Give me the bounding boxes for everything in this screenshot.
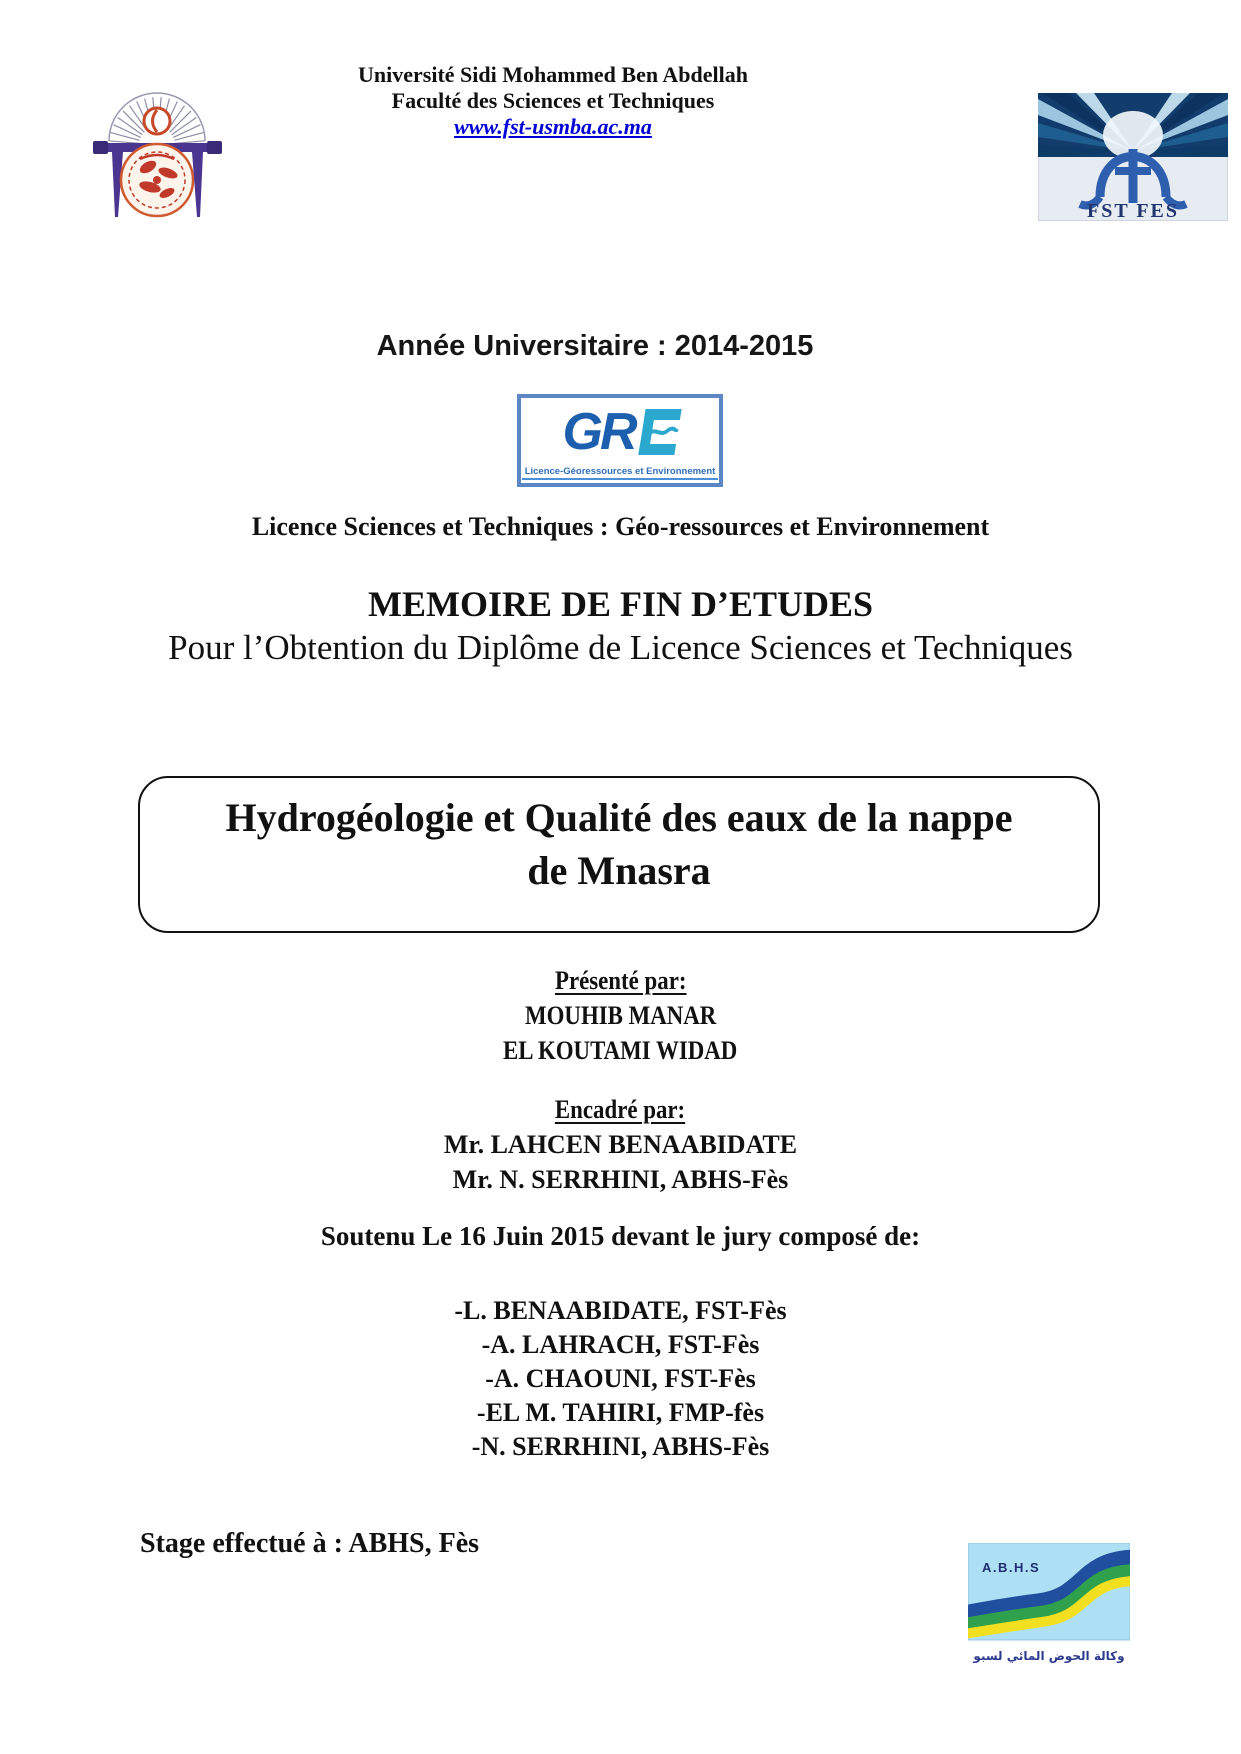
- memoire-title: MEMOIRE DE FIN D’ETUDES: [367, 584, 874, 624]
- wave-icon: [646, 425, 678, 439]
- thesis-title-line2: de Mnasra: [527, 848, 711, 893]
- abhs-logo: [968, 1543, 1130, 1668]
- website-link[interactable]: www.fst-usmba.ac.ma: [454, 114, 652, 139]
- presented-by-block: [0, 963, 1241, 1068]
- supervisor-name: Mr. N. SERRHINI, ABHS-Fès: [452, 1165, 789, 1194]
- header-text-block: [273, 62, 833, 140]
- jury-member: -A. CHAOUNI, FST-Fès: [485, 1364, 756, 1393]
- presenter-name: EL KOUTAMI WIDAD: [503, 1036, 738, 1065]
- jury-list: [0, 1294, 1241, 1464]
- abhs-logo-text: A.B.H.S: [982, 1560, 1041, 1575]
- gre-logo-letters: [563, 398, 678, 466]
- jury-member: -N. SERRHINI, ABHS-Fès: [471, 1432, 770, 1461]
- jury-member: -L. BENAABIDATE, FST-Fès: [454, 1296, 787, 1325]
- thesis-title-line1: Hydrogéologie et Qualité des eaux de la nappe: [225, 795, 1013, 840]
- university-name: Université Sidi Mohammed Ben Abdellah: [358, 62, 748, 87]
- defense-line: Soutenu Le 16 Juin 2015 devant le jury composé de:: [320, 1221, 921, 1251]
- supervised-by-block: [0, 1092, 1241, 1197]
- abhs-logo-arabic-text: وكالة الحوض المائي لسبو: [973, 1649, 1125, 1663]
- gre-logo: [517, 394, 723, 487]
- faculty-name: Faculté des Sciences et Techniques: [391, 88, 715, 113]
- gre-letters-gr: GR: [562, 403, 635, 461]
- supervisor-name: Mr. LAHCEN BENAABIDATE: [443, 1130, 798, 1159]
- gre-logo-caption: Licence-Géoressources et Environnement: [522, 466, 719, 480]
- gre-letter-e: [638, 409, 681, 455]
- internship-line: Stage effectué à : ABHS, Fès: [140, 1528, 480, 1559]
- jury-member: -A. LAHRACH, FST-Fès: [481, 1330, 760, 1359]
- presenter-name: MOUHIB MANAR: [524, 1001, 717, 1030]
- program-line: Licence Sciences et Techniques : Géo-ressources et Environnement: [251, 512, 990, 541]
- jury-member: -EL M. TAHIRI, FMP-fès: [476, 1398, 765, 1427]
- academic-year: Année Universitaire : 2014-2015: [376, 330, 814, 362]
- university-seal-logo: [90, 55, 225, 220]
- presented-by-label: Présenté par:: [554, 966, 687, 995]
- fst-fes-logo: [1038, 93, 1228, 221]
- fst-fes-logo-text: FST FES: [1087, 200, 1179, 221]
- memoire-subtitle: Pour l’Obtention du Diplôme de Licence Sciences et Techniques: [168, 628, 1073, 667]
- thesis-title-box: [138, 776, 1100, 933]
- supervised-by-label: Encadré par:: [555, 1095, 686, 1124]
